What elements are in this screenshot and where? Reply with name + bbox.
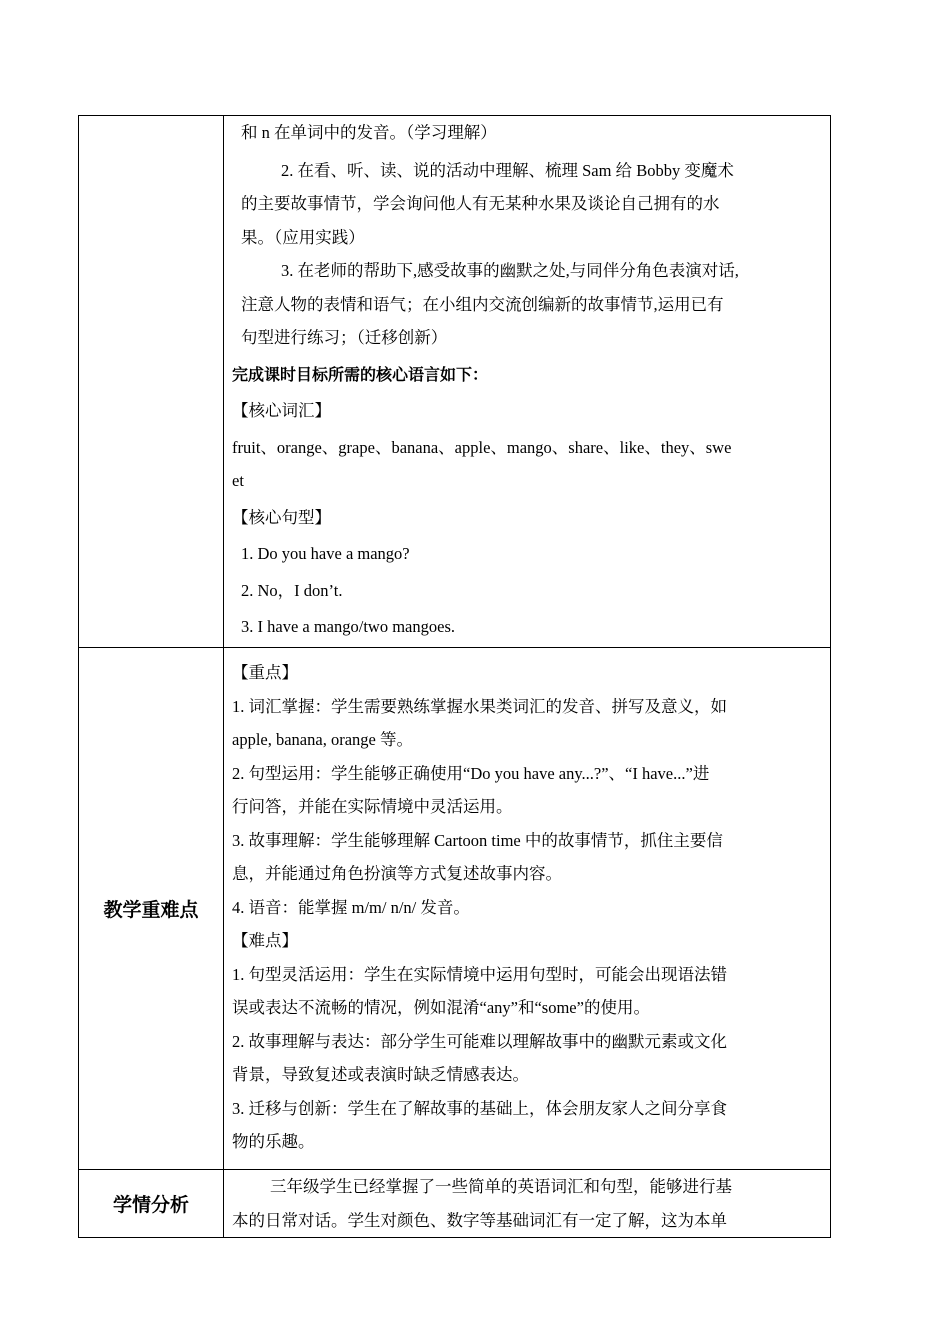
objective-3-line-3: 句型进行练习；（迁移创新） bbox=[241, 328, 448, 347]
objective-2-line-1: 2. 在看、听、读、说的活动中理解、梳理 Sam 给 Bobby 变魔术 bbox=[281, 160, 734, 180]
focus-1-line-2: apple, banana, orange 等。 bbox=[232, 730, 413, 749]
core-language-intro: 完成课时目标所需的核心语言如下： bbox=[232, 364, 489, 384]
focus-heading: 【重点】 bbox=[232, 663, 298, 682]
focus-3-line-2: 息，并能通过角色扮演等方式复述故事内容。 bbox=[232, 864, 562, 883]
core-sentence-2: 2. No，I don’t. bbox=[241, 580, 343, 600]
analysis-label: 学情分析 bbox=[79, 1170, 224, 1238]
core-sentence-3: 3. I have a mango/two mangoes. bbox=[241, 617, 455, 636]
objective-2-line-2: 的主要故事情节，学会询问他人有无某种水果及谈论自己拥有的水 bbox=[241, 194, 720, 213]
key-points-content-cell bbox=[224, 648, 831, 1170]
core-vocab-line-1: fruit、orange、grape、banana、apple、mango、share、like、they、swe bbox=[232, 437, 732, 457]
focus-4: 4. 语音：能掌握 m/m/ n/n/ 发音。 bbox=[232, 897, 470, 917]
focus-2-line-2: 行问答，并能在实际情境中灵活运用。 bbox=[232, 797, 513, 816]
analysis-row bbox=[79, 1170, 831, 1238]
key-points-row bbox=[79, 648, 831, 1170]
objectives-label-cell bbox=[79, 116, 224, 648]
core-vocab-heading: 【核心词汇】 bbox=[232, 401, 331, 420]
focus-1-line-1: 1. 词汇掌握：学生需要熟练掌握水果类词汇的发音、拼写及意义，如 bbox=[232, 696, 727, 716]
analysis-line-1: 三年级学生已经掌握了一些简单的英语词汇和句型，能够进行基 bbox=[270, 1177, 732, 1196]
objective-3-line-2: 注意人物的表情和语气；在小组内交流创编新的故事情节,运用已有 bbox=[241, 294, 724, 314]
difficulty-2-line-2: 背景，导致复述或表演时缺乏情感表达。 bbox=[232, 1065, 529, 1084]
difficulty-1-line-1: 1. 句型灵活运用：学生在实际情境中运用句型时，可能会出现语法错 bbox=[232, 964, 727, 984]
objective-3-line-1: 3. 在老师的帮助下,感受故事的幽默之处,与同伴分角色表演对话, bbox=[281, 261, 739, 280]
objectives-row bbox=[79, 116, 831, 648]
focus-2-line-1: 2. 句型运用：学生能够正确使用“Do you have any...?”、“I have...”进 bbox=[232, 763, 710, 783]
lesson-plan-table bbox=[78, 115, 831, 1238]
analysis-line-2: 本的日常对话。学生对颜色、数字等基础词汇有一定了解，这为本单 bbox=[232, 1210, 727, 1230]
core-sentence-heading: 【核心句型】 bbox=[232, 507, 331, 527]
analysis-content-cell bbox=[224, 1170, 831, 1238]
objectives-content-cell bbox=[224, 116, 831, 648]
difficulty-1-line-2: 误或表达不流畅的情况，例如混淆“any”和“some”的使用。 bbox=[232, 998, 650, 1017]
objective-1-tail: 和 n 在单词中的发音。（学习理解） bbox=[241, 123, 497, 142]
difficulty-2-line-1: 2. 故事理解与表达：部分学生可能难以理解故事中的幽默元素或文化 bbox=[232, 1031, 727, 1051]
focus-3-line-1: 3. 故事理解：学生能够理解 Cartoon time 中的故事情节，抓住主要信 bbox=[232, 830, 723, 850]
core-sentence-1: 1. Do you have a mango? bbox=[241, 544, 410, 563]
difficulty-heading: 【难点】 bbox=[232, 931, 298, 950]
core-vocab-line-2: et bbox=[232, 471, 244, 490]
objective-2-line-3: 果。（应用实践） bbox=[241, 227, 365, 247]
key-points-label: 教学重难点 bbox=[79, 648, 224, 1170]
difficulty-3-line-1: 3. 迁移与创新：学生在了解故事的基础上，体会朋友家人之间分享食 bbox=[232, 1098, 727, 1118]
difficulty-3-line-2: 物的乐趣。 bbox=[232, 1132, 315, 1151]
